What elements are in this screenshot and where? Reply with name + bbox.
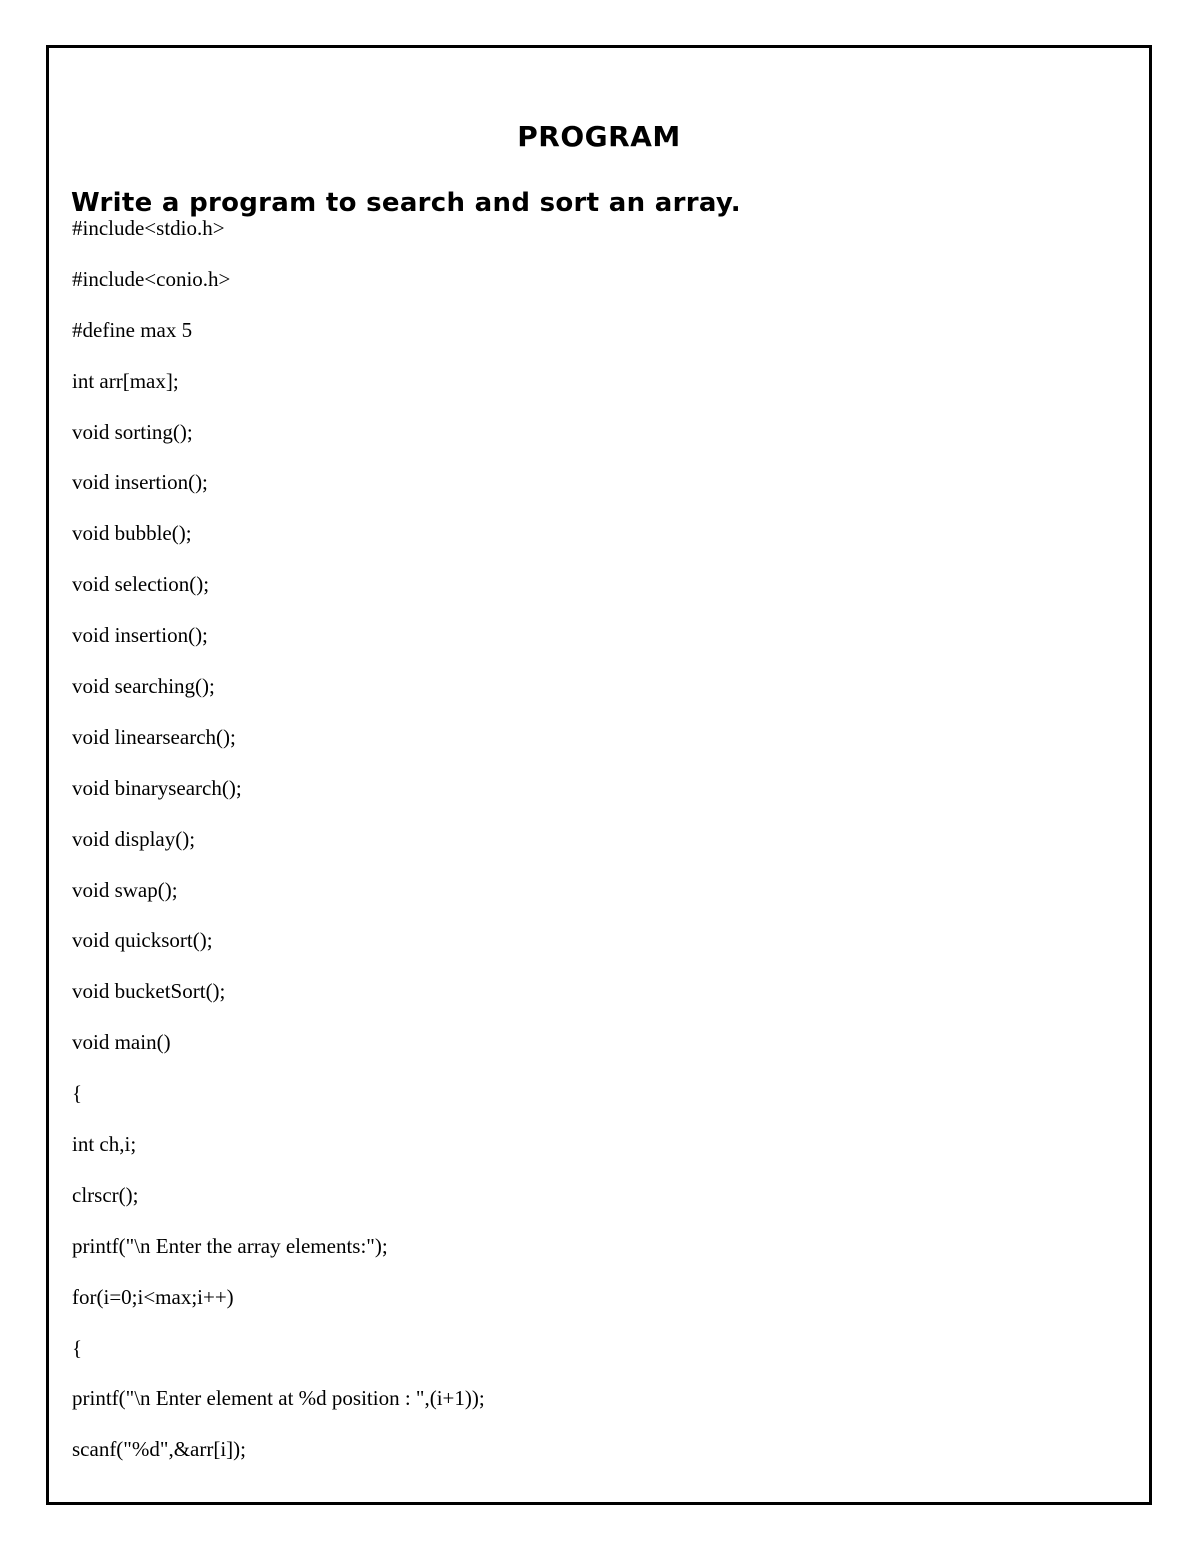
code-line: void display(); xyxy=(72,826,196,851)
code-line: void main() xyxy=(72,1030,171,1055)
code-line: scanf("%d",&arr[i]); xyxy=(72,1437,246,1462)
code-line: printf("\n Enter element at %d position : ",(i+1)); xyxy=(72,1386,485,1411)
code-line: void binarysearch(); xyxy=(72,775,242,800)
code-line: { xyxy=(72,1335,83,1360)
code-line: void quicksort(); xyxy=(72,928,213,953)
code-line: clrscr(); xyxy=(72,1182,139,1207)
code-line: #define max 5 xyxy=(72,317,193,342)
code-line: void swap(); xyxy=(72,877,178,902)
code-line: #include<stdio.h> xyxy=(72,216,225,240)
code-line: void sorting(); xyxy=(72,419,193,444)
page-title: PROGRAM xyxy=(517,120,681,153)
code-line: void bubble(); xyxy=(72,521,192,546)
code-line: int arr[max]; xyxy=(72,368,179,393)
assignment-title: Write a program to search and sort an array. xyxy=(71,188,741,218)
code-line: void bucketSort(); xyxy=(72,979,226,1004)
code-line: void selection(); xyxy=(72,572,210,597)
code-line: void insertion(); xyxy=(72,470,208,495)
page-frame xyxy=(46,45,1152,1505)
code-line: for(i=0;i<max;i++) xyxy=(72,1284,234,1309)
code-line: void insertion(); xyxy=(72,623,208,648)
code-line: int ch,i; xyxy=(72,1132,137,1157)
code-line: #include<conio.h> xyxy=(72,266,231,291)
code-line: void linearsearch(); xyxy=(72,724,236,749)
code-line: printf("\n Enter the array elements:"); xyxy=(72,1233,388,1258)
code-listing xyxy=(72,203,485,1475)
code-line: void searching(); xyxy=(72,674,215,699)
code-line: { xyxy=(72,1081,83,1106)
